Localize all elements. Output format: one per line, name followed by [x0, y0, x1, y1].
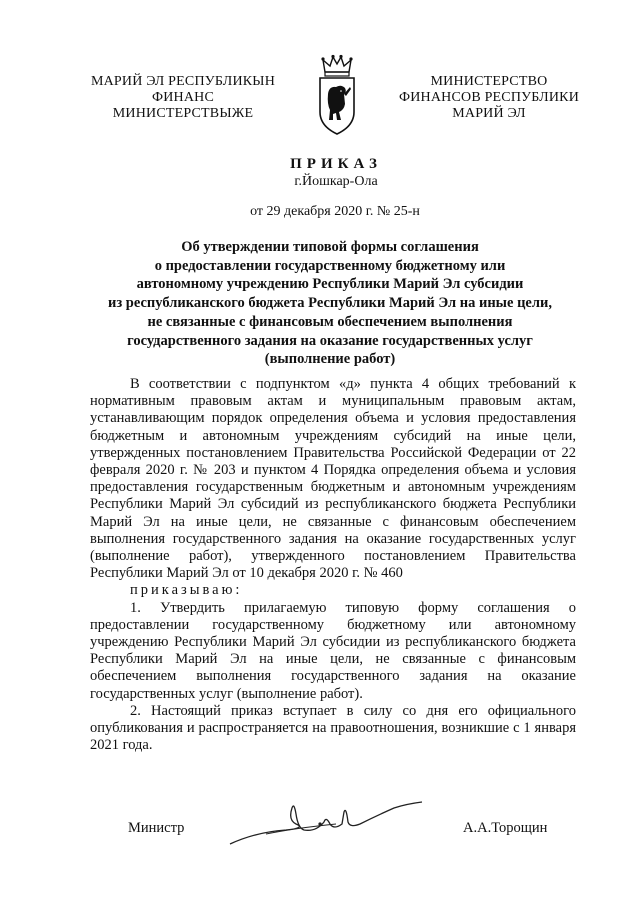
order-date: от 29 декабря 2020 г. № 25-н — [250, 204, 420, 219]
order-item-1: 1. Утвердить прилагаемую типовую форму соглашения о предоставлении государственному бюджетному или автономному учреждению Республики Марий Эл субсидии из республиканского бюджета Республики Марий Эл на иные цели, не связанные с финансовым обеспечением выполнения государственного задания на оказание государственных услуг (выполнение работ). — [90, 599, 576, 702]
document-title-line: о предоставлении государственному бюджетному или — [154, 257, 506, 274]
document-title-line: автономному учреждению Республики Марий Эл субсидии — [136, 276, 524, 293]
header-right-line: МАРИЙ ЭЛ — [452, 106, 526, 121]
ministry-name-russian — [384, 74, 594, 122]
header-left-line: МАРИЙ ЭЛ РЕСПУБЛИКЫН — [90, 74, 276, 89]
header-left-line: ФИНАНС — [151, 90, 215, 105]
order-body — [90, 376, 576, 754]
document-title-line: государственного задания на оказание государственных услуг — [127, 332, 533, 349]
header-right-line: ФИНАНСОВ РЕСПУБЛИКИ — [398, 90, 580, 105]
order-item-2: 2. Настоящий приказ вступает в силу со дня его официального опубликования и распространяется на правоотношения, возникшие с 1 января 2021 года. — [90, 702, 576, 754]
decree-word: приказываю: — [130, 582, 243, 599]
ministry-name-mari — [78, 74, 288, 122]
header-right-line: МИНИСТЕРСТВО — [430, 74, 548, 89]
order-city: г.Йошкар-Ола — [294, 174, 378, 189]
order-title: ПРИКАЗ — [290, 156, 382, 172]
signatory-position: Министр — [128, 820, 185, 836]
preamble-paragraph: В соответствии с подпунктом «д» пункта 4 общих требований к нормативным правовым актам и муниципальным правовым актам, устанавливающим порядок определения объема и условия предоставления бюджетным и автономным учреждениям субсидий на иные цели, утвержденных постановлением Правительства Российской Федерации от 22 февраля 2020 г. № 203 и пунктом 4 Порядка определения объема и условия предоставления государственным бюджетным и автономным учреждениям Республики Марий Эл субсидий из республиканского бюджета Республики Марий Эл на иные цели, не связанные с финансовым обеспечением выполнения государственного задания на оказание государственных услуг (выполнение работ), утвержденного постановлением Правительства Республики Марий Эл от 10 декабря 2020 г. № 460 — [90, 376, 576, 582]
document-title-line: (выполнение работ) — [264, 351, 396, 368]
document-title — [90, 238, 570, 369]
document-title-line: из республиканского бюджета Республики Марий Эл на иные цели, — [108, 295, 552, 312]
signatory-name: А.А.Торощин — [463, 820, 548, 836]
document-title-line: Об утверждении типовой формы соглашения — [181, 239, 479, 255]
coat-of-arms-icon — [314, 54, 360, 138]
header-left-line: МИНИСТЕРСТВЫЖЕ — [112, 106, 254, 121]
document-title-line: не связанные с финансовым обеспечением выполнения — [147, 313, 513, 330]
handwritten-signature — [226, 794, 426, 854]
